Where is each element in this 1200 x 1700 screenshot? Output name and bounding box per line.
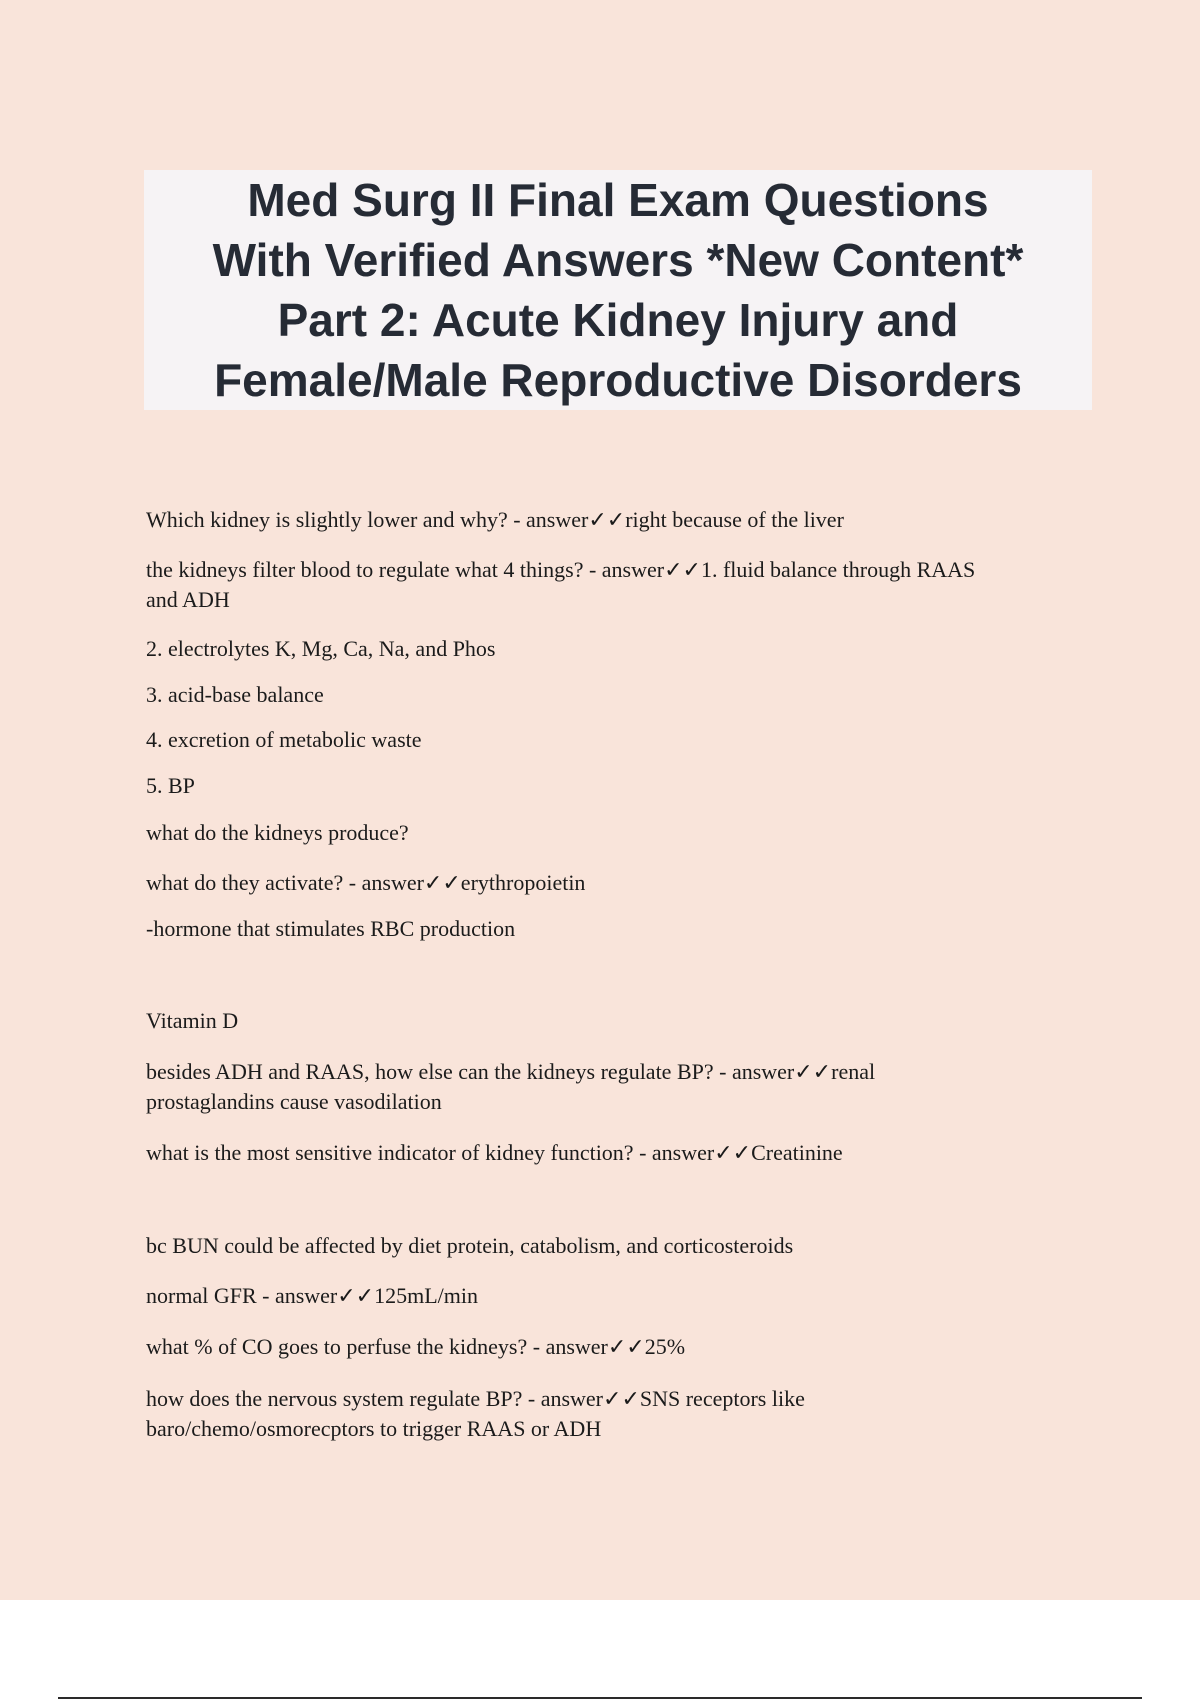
paragraph — [146, 555, 1066, 615]
paragraph-line: 4. excretion of metabolic waste — [146, 727, 422, 752]
paragraph-line: the kidneys filter blood to regulate what 4 things? - answer✓✓1. fluid balance through RAAS — [146, 557, 976, 582]
paragraph-line: and ADH — [146, 587, 230, 612]
paragraph-line: -hormone that stimulates RBC production — [146, 916, 516, 941]
paragraph — [146, 771, 1066, 801]
paragraph — [146, 914, 1066, 944]
paragraph — [146, 634, 1066, 664]
paragraph-line: 2. electrolytes K, Mg, Ca, Na, and Phos — [146, 636, 496, 661]
paragraph-line: how does the nervous system regulate BP? - answer✓✓SNS receptors like — [146, 1386, 805, 1411]
paragraph-line: what do they activate? - answer✓✓erythropoietin — [146, 870, 586, 895]
paragraph-line: what % of CO goes to perfuse the kidneys? - answer✓✓25% — [146, 1334, 686, 1359]
paragraph-line: what is the most sensitive indicator of kidney function? - answer✓✓Creatinine — [146, 1140, 843, 1165]
paragraph — [146, 1332, 1066, 1362]
paragraph — [146, 818, 1066, 848]
paragraph — [146, 680, 1066, 710]
title-line-3: Part 2: Acute Kidney Injury and — [277, 294, 959, 346]
paragraph — [146, 1384, 1066, 1444]
paragraph — [146, 505, 1066, 535]
paragraph-line: what do the kidneys produce? — [146, 820, 409, 845]
title-line-4: Female/Male Reproductive Disorders — [214, 354, 1022, 406]
paragraph — [146, 1281, 1066, 1311]
paragraph — [146, 725, 1066, 755]
title-line-2: With Verified Answers *New Content* — [212, 234, 1024, 286]
paragraph-line: prostaglandins cause vasodilation — [146, 1089, 442, 1114]
paragraph-line: Which kidney is slightly lower and why? - answer✓✓right because of the liver — [146, 507, 844, 532]
title-line-1: Med Surg II Final Exam Questions — [247, 174, 989, 226]
paragraph — [146, 868, 1066, 898]
paragraph-line: bc BUN could be affected by diet protein, catabolism, and corticosteroids — [146, 1233, 794, 1258]
paragraph-line: Vitamin D — [146, 1008, 239, 1033]
paragraph — [146, 1057, 1066, 1117]
paragraph-line: besides ADH and RAAS, how else can the kidneys regulate BP? - answer✓✓renal — [146, 1059, 876, 1084]
footer-divider — [58, 1697, 1142, 1699]
paragraph-line: baro/chemo/osmorecptors to trigger RAAS or ADH — [146, 1416, 602, 1441]
paragraph-line: 5. BP — [146, 773, 195, 798]
title-banner — [144, 170, 1092, 410]
paragraph-line: normal GFR - answer✓✓125mL/min — [146, 1283, 478, 1308]
paragraph — [146, 1231, 1066, 1261]
paragraph — [146, 1006, 1066, 1036]
paragraph-line: 3. acid-base balance — [146, 682, 324, 707]
paragraph — [146, 1138, 1066, 1168]
